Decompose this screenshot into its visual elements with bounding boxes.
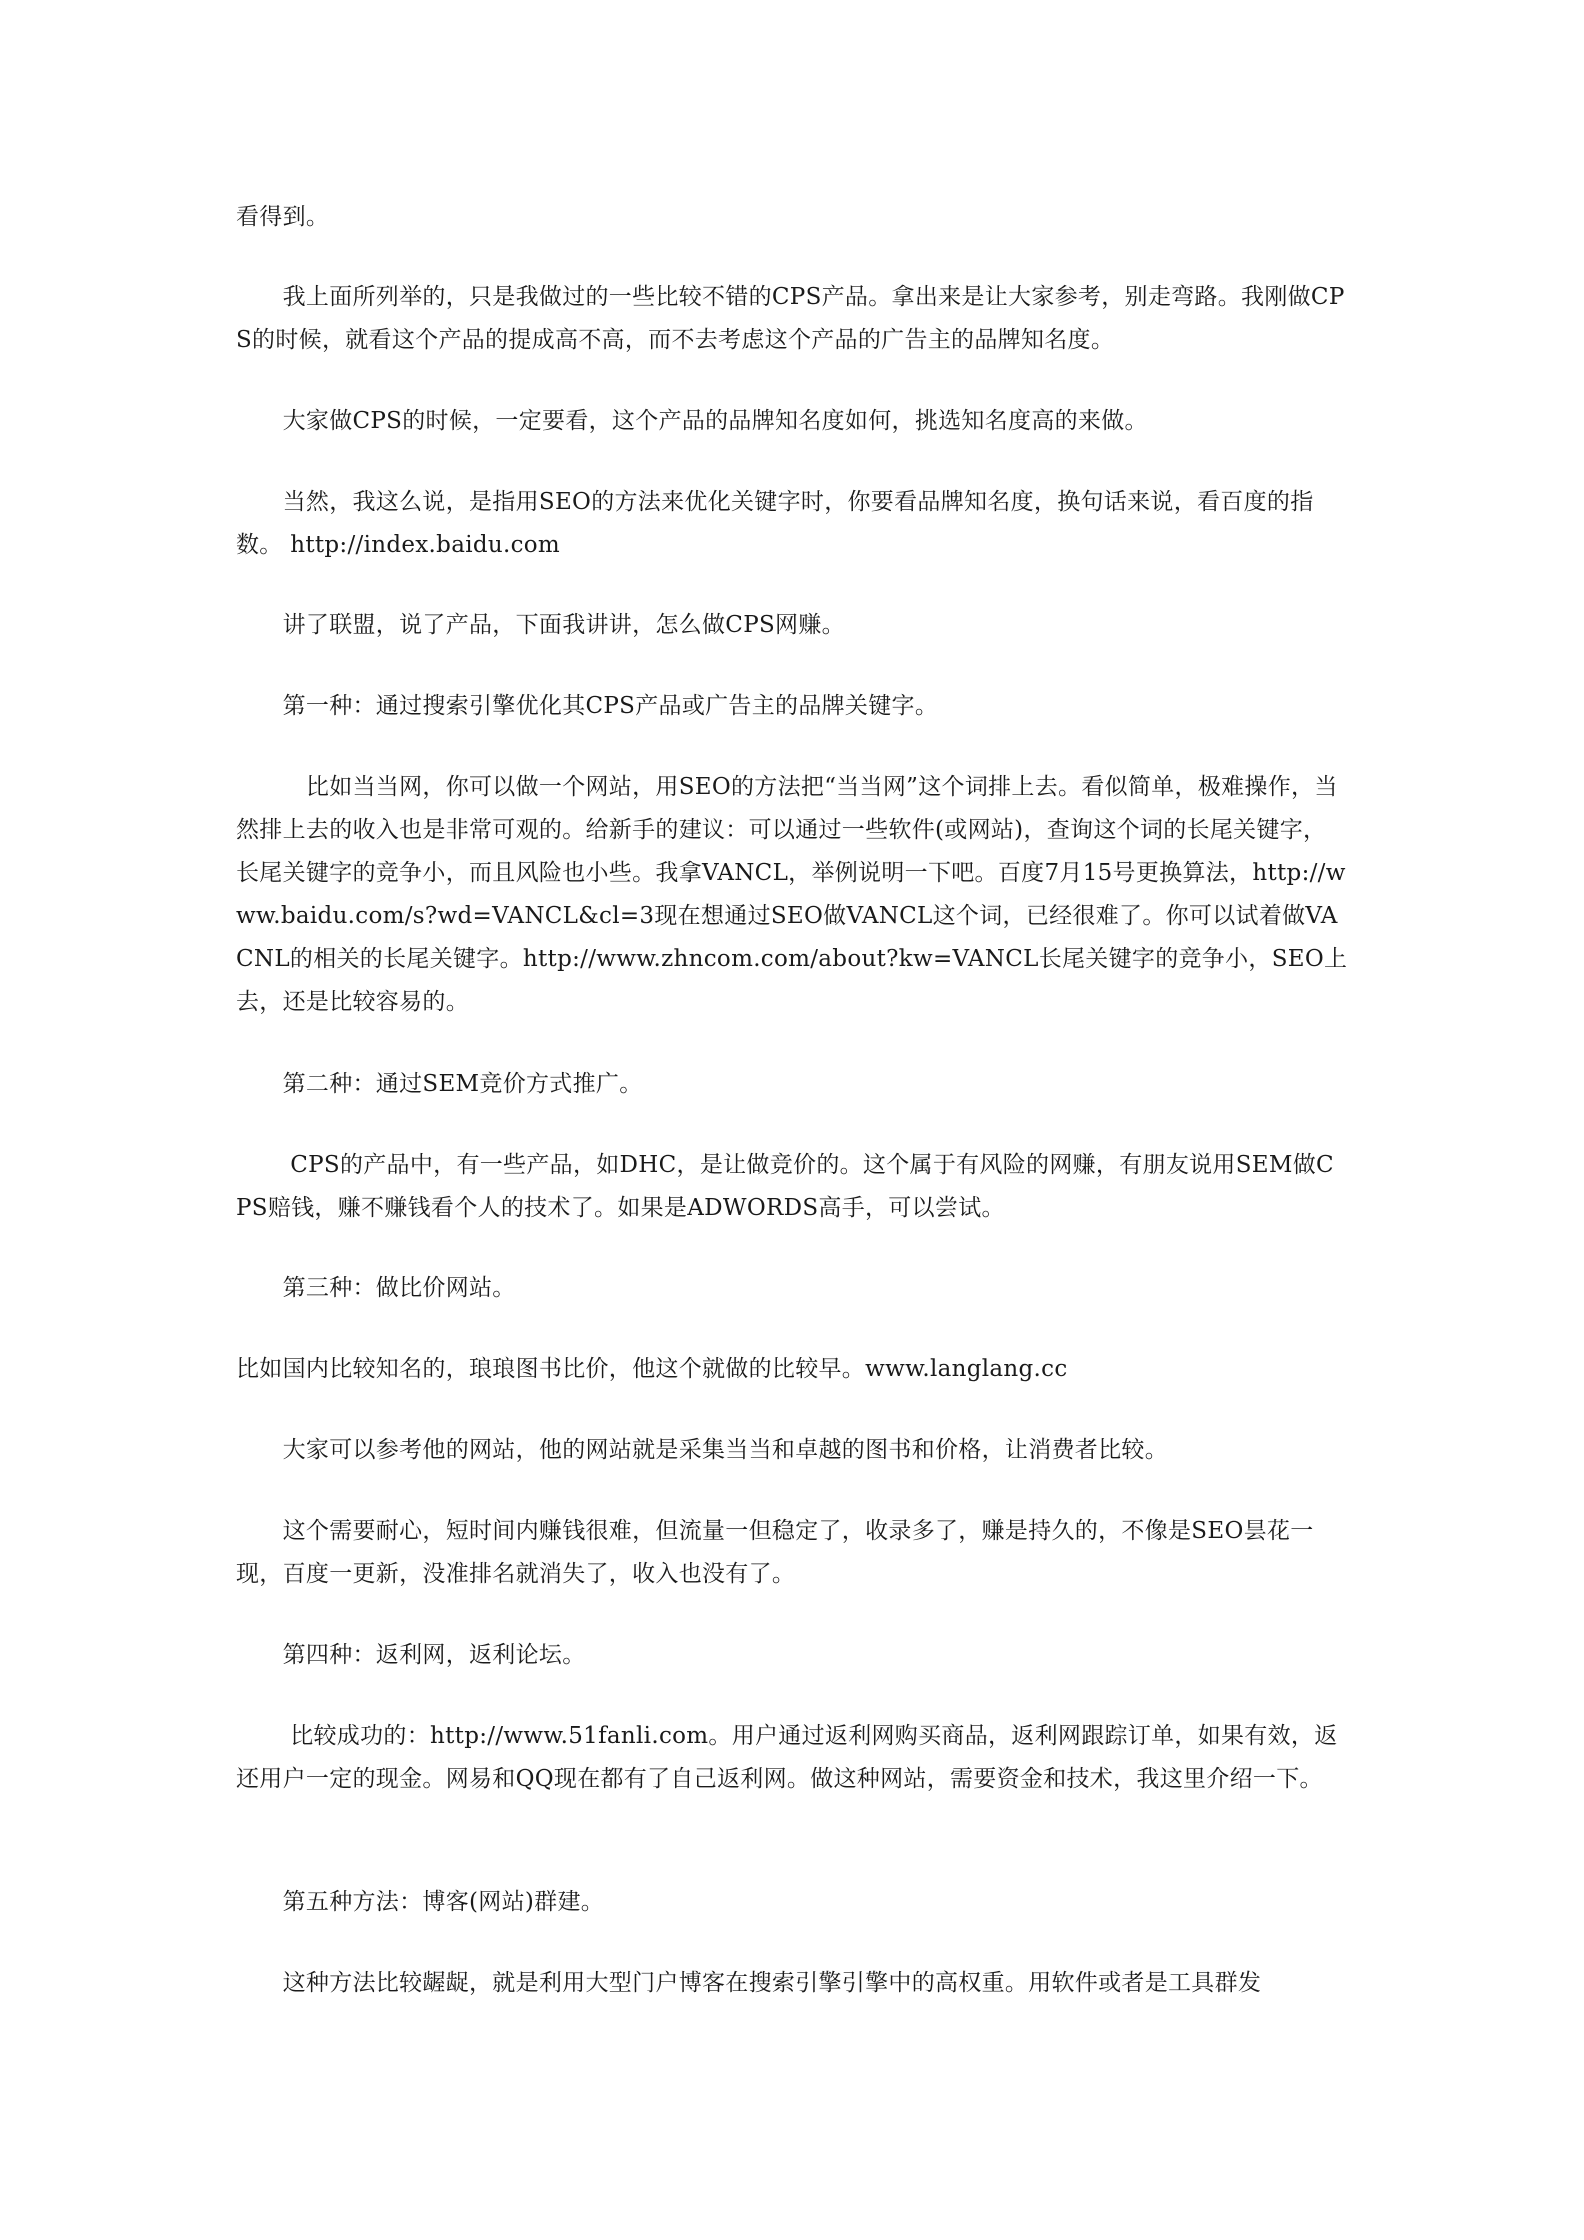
paragraph-9: CPS的产品中，有一些产品，如DHC，是让做竞价的。这个属于有风险的网赚，有朋友说用SEM做CPS赔钱，赚不赚钱看个人的技术了。如果是ADWORDS高手，可以尝试。: [236, 1152, 1334, 1221]
paragraph-5: 讲了联盟，说了产品，下面我讲讲，怎么做CPS网赚。: [236, 612, 845, 638]
paragraph-15: 比较成功的：http://www.51fanli.com。用户通过返利网购买商品，返利网跟踪订单，如果有效，返还用户一定的现金。网易和QQ现在都有了自己返利网。做这种网站，需要资金和技术，我这里介绍一下。: [236, 1723, 1338, 1792]
paragraph-16: 第五种方法：博客(网站)群建。: [236, 1889, 605, 1915]
paragraph-17: 这种方法比较龌龊，就是利用大型门户博客在搜索引擎引擎中的高权重。用软件或者是工具群发: [236, 1970, 1262, 1996]
paragraph-13: 这个需要耐心，短时间内赚钱很难，但流量一但稳定了，收录多了，赚是持久的，不像是SEO昙花一现，百度一更新，没准排名就消失了，收入也没有了。: [236, 1518, 1314, 1587]
paragraph-11: 比如国内比较知名的，琅琅图书比价，他这个就做的比较早。www.langlang.cc: [236, 1356, 1068, 1382]
paragraph-14: 第四种：返利网，返利论坛。: [236, 1642, 586, 1668]
paragraph-12: 大家可以参考他的网站，他的网站就是采集当当和卓越的图书和价格，让消费者比较。: [236, 1437, 1168, 1463]
paragraph-4: 当然，我这么说，是指用SEO的方法来优化关键字时，你要看品牌知名度，换句话来说，看百度的指数。 http://index.baidu.com: [236, 489, 1314, 558]
paragraph-1: 看得到。: [236, 204, 330, 230]
paragraph-7: 比如当当网，你可以做一个网站，用SEO的方法把“当当网”这个词排上去。看似简单，极难操作，当然排上去的收入也是非常可观的。给新手的建议：可以通过一些软件(或网站)，查询这个词的长尾关键字，长尾关键字的竞争小，而且风险也小些。我拿VANCL，举例说明一下吧。百度7月15号更换算法，http://www.baidu.com/s?wd=VANCL&cl=3现在想通过SEO做VANCL这个词，已经很难了。你可以试着做VACNL的相关的长尾关键字。http://www.zhncom.com/about?kw=VANCL长尾关键字的竞争小，SEO上去，还是比较容易的。: [236, 774, 1348, 1015]
paragraph-6: 第一种：通过搜索引擎优化其CPS产品或广告主的品牌关键字。: [236, 693, 939, 719]
paragraph-3: 大家做CPS的时候，一定要看，这个产品的品牌知名度如何，挑选知名度高的来做。: [236, 408, 1148, 434]
paragraph-8: 第二种：通过SEM竞价方式推广。: [236, 1071, 643, 1097]
paragraph-10: 第三种：做比价网站。: [236, 1275, 516, 1301]
paragraph-2: 我上面所列举的，只是我做过的一些比较不错的CPS产品。拿出来是让大家参考，别走弯路。我刚做CPS的时候，就看这个产品的提成高不高，而不去考虑这个产品的广告主的品牌知名度。: [236, 284, 1345, 353]
